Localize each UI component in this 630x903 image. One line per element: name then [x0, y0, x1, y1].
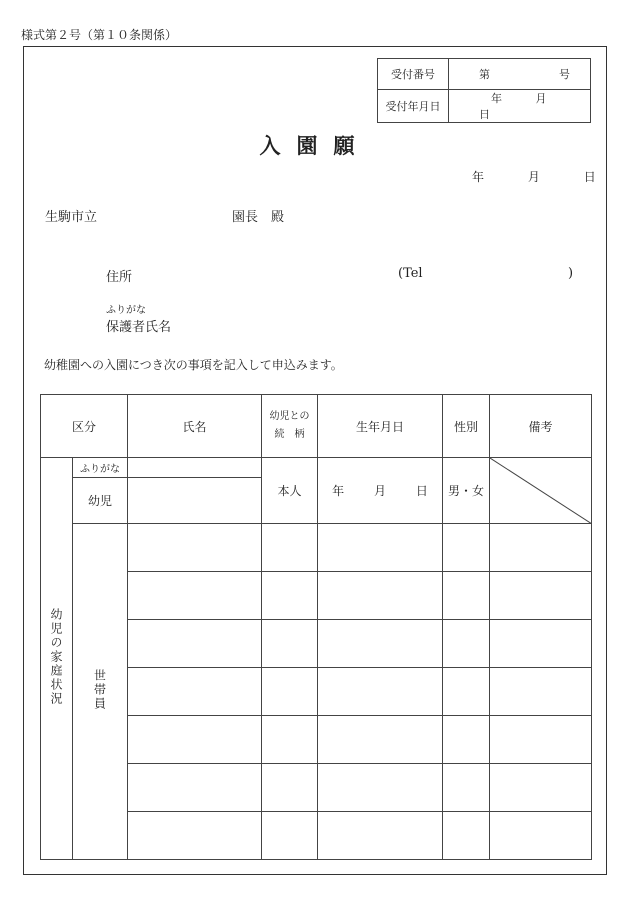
child-birth-day: 日: [415, 484, 428, 498]
household-remarks-input[interactable]: [490, 620, 592, 668]
child-birth-month: 月: [373, 484, 386, 498]
child-relation: 本人: [262, 458, 318, 524]
household-name-input[interactable]: [128, 716, 262, 764]
household-relation-input[interactable]: [262, 620, 318, 668]
household-sex-input[interactable]: [443, 524, 490, 572]
household-name-input[interactable]: [128, 524, 262, 572]
receipt-date-field[interactable]: [449, 90, 591, 123]
diagonal-line: [490, 458, 592, 524]
household-sex-input[interactable]: [443, 812, 490, 860]
household-birthdate-input[interactable]: [318, 716, 443, 764]
addressee-city: 生駒市立: [45, 210, 98, 225]
receipt-box: [377, 58, 591, 123]
child-furigana-label: ふりがな: [73, 458, 128, 478]
child-birthdate[interactable]: [318, 458, 443, 524]
date-day: 日: [583, 170, 596, 184]
household-name-input[interactable]: [128, 668, 262, 716]
household-relation-input[interactable]: [262, 764, 318, 812]
header-sex: 性別: [443, 395, 490, 458]
receipt-month: 月: [535, 92, 547, 105]
address-label: 住所: [106, 270, 133, 285]
receipt-number-label: 受付番号: [378, 59, 449, 90]
child-label: 幼児: [73, 478, 128, 524]
tel-close: ): [568, 266, 574, 281]
receipt-date-label: 受付年月日: [378, 90, 449, 123]
child-remarks-crossed: [490, 458, 592, 524]
header-name: 氏名: [128, 395, 262, 458]
date-month: 月: [527, 170, 540, 184]
household-name-input[interactable]: [128, 764, 262, 812]
household-birthdate-input[interactable]: [318, 620, 443, 668]
family-section-cell: [41, 458, 73, 860]
household-remarks-input[interactable]: [490, 668, 592, 716]
form-number-label: 様式第２号（第１０条関係）: [21, 28, 178, 42]
household-sex-input[interactable]: [443, 620, 490, 668]
receipt-number-prefix: 第: [479, 68, 490, 81]
household-name-input[interactable]: [128, 620, 262, 668]
statement-text: 幼稚園への入園につき次の事項を記入して申込みます。: [44, 358, 343, 372]
application-date[interactable]: [472, 168, 596, 185]
receipt-number-field[interactable]: [449, 59, 591, 90]
household-sex-input[interactable]: [443, 668, 490, 716]
header-remarks: 備考: [490, 395, 592, 458]
household-sex-input[interactable]: [443, 764, 490, 812]
household-name-input[interactable]: [128, 572, 262, 620]
household-relation-input[interactable]: [262, 572, 318, 620]
household-relation-input[interactable]: [262, 668, 318, 716]
tel-open: (Tel: [398, 266, 423, 281]
household-birthdate-input[interactable]: [318, 572, 443, 620]
household-name-input[interactable]: [128, 812, 262, 860]
household-birthdate-input[interactable]: [318, 524, 443, 572]
household-birthdate-input[interactable]: [318, 812, 443, 860]
household-remarks-input[interactable]: [490, 764, 592, 812]
receipt-day: 日: [479, 108, 490, 121]
header-category: 区分: [41, 395, 128, 458]
household-relation-input[interactable]: [262, 524, 318, 572]
household-sex-input[interactable]: [443, 716, 490, 764]
receipt-year: 年: [491, 92, 502, 105]
household-birthdate-input[interactable]: [318, 668, 443, 716]
household-label: 世帯員: [92, 669, 107, 711]
household-relation-input[interactable]: [262, 812, 318, 860]
guardian-furigana-label: ふりがな: [106, 305, 146, 316]
header-birthdate: 生年月日: [318, 395, 443, 458]
household-birthdate-input[interactable]: [318, 764, 443, 812]
header-relation: [262, 395, 318, 458]
child-sex[interactable]: 男・女: [443, 458, 490, 524]
household-sex-input[interactable]: [443, 572, 490, 620]
application-table: [40, 394, 592, 860]
guardian-name-label: 保護者氏名: [106, 320, 172, 335]
header-relation-bottom: 続 柄: [274, 429, 305, 440]
household-remarks-input[interactable]: [490, 812, 592, 860]
household-remarks-input[interactable]: [490, 572, 592, 620]
child-name-input[interactable]: [128, 478, 262, 524]
date-year: 年: [472, 170, 485, 184]
household-remarks-input[interactable]: [490, 716, 592, 764]
household-relation-input[interactable]: [262, 716, 318, 764]
household-remarks-input[interactable]: [490, 524, 592, 572]
page-title: 入園願: [259, 133, 371, 158]
family-section-label: 幼児の家庭状況: [49, 608, 63, 706]
header-relation-top: 幼児との: [269, 411, 310, 422]
receipt-number-suffix: 号: [559, 68, 570, 81]
child-birth-year: 年: [332, 484, 345, 498]
household-cell: [73, 524, 128, 860]
addressee-principal: 園長 殿: [232, 210, 285, 225]
child-furigana-input[interactable]: [128, 458, 262, 478]
